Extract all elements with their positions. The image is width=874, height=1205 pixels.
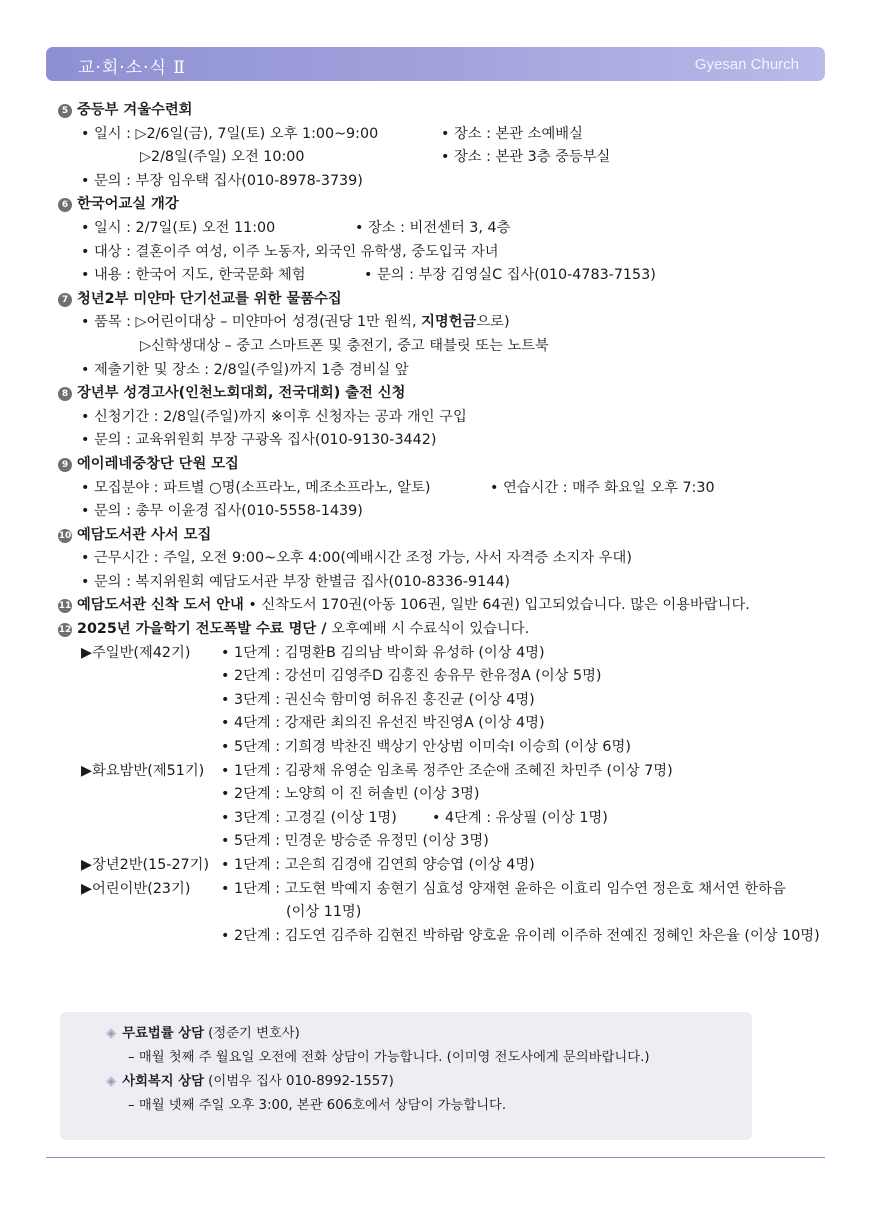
- stage-line: • 2단계 : 김도연 김주하 김현진 박하람 양호윤 유이레 이주하 전예진 정혜인 차은율 (이상 10명): [221, 925, 820, 949]
- s12-group-row: [58, 878, 863, 902]
- number-badge: 6: [58, 198, 72, 212]
- number-badge: 11: [58, 601, 72, 612]
- s12-group-row: [58, 925, 863, 949]
- stage-line: • 5단계 : 기희경 박찬진 백상기 안상범 이미숙I 이승희 (이상 6명): [221, 736, 631, 760]
- header-title: 교·회·소·식 Ⅱ: [78, 58, 186, 78]
- stage-line: • 3단계 : 권신숙 함미영 허유진 홍진균 (이상 4명): [221, 689, 535, 713]
- stage-line: • 1단계 : 고도현 박예지 송현기 심효성 양재현 윤하은 이효리 임수연 정은호 채서연 한하음: [221, 878, 786, 902]
- s12-group-row: [58, 712, 863, 736]
- s12-group-row: [58, 854, 863, 878]
- section-title-text: 장년부 성경고사(인천노회대회, 전국대회) 출전 신청: [77, 385, 406, 402]
- number-badge: 8: [58, 387, 72, 401]
- s11-text: • 신착도서 170권(아동 106권, 일반 64권) 입고되었습니다. 많은 이용바랍니다.: [248, 597, 749, 613]
- stage-line: • 5단계 : 민경운 방승준 유정민 (이상 3명): [221, 830, 489, 854]
- s6-date-row: [58, 217, 863, 241]
- section-header: [46, 47, 825, 81]
- section-10-title: [58, 524, 863, 548]
- group-label: ▶장년2반(15-27기): [81, 857, 210, 873]
- group-label: ▶주일반(제42기): [81, 644, 191, 661]
- section-title-text: 2025년 가을학기 전도폭발 수료 명단 /: [77, 621, 332, 638]
- welfare-consult-who: (이범우 집사 010-8992-1557): [203, 1074, 394, 1089]
- number-badge: 12: [58, 625, 72, 636]
- s5-date-row: [58, 123, 863, 147]
- group-label: ▶화요밤반(제51기): [81, 762, 205, 779]
- s12-group-row: [58, 830, 863, 854]
- section-5-title: [58, 99, 863, 123]
- law-consult-title-row: [106, 1022, 300, 1045]
- consultation-box: [60, 1012, 752, 1140]
- s6-content-row: [58, 264, 863, 288]
- s5-date2-row: [58, 146, 863, 170]
- s7-items-post: 으로): [476, 314, 510, 331]
- stage-line: • 3단계 : 고경길 (이상 1명): [221, 807, 397, 831]
- welfare-consult-title-row: [106, 1070, 394, 1093]
- s10-contact: • 문의 : 복지위원회 예담도서관 부장 한별금 집사(010-8336-9144): [58, 571, 863, 595]
- number-badge: 5: [58, 104, 72, 118]
- welfare-consult-text: – 매월 넷째 주일 오후 3:00, 본관 606호에서 상담이 가능합니다.: [128, 1098, 507, 1113]
- s7-items-bold: 지명헌금: [421, 314, 477, 331]
- s9-field: • 모집분야 : 파트별 ○명(소프라노, 메조소프라노, 알토): [81, 480, 430, 496]
- s6-date: • 일시 : 2/7일(토) 오전 11:00: [81, 220, 275, 236]
- section-title-text: 중등부 겨울수련회: [77, 102, 193, 118]
- announcement-list: [58, 99, 863, 948]
- number-badge: 9: [58, 458, 72, 472]
- s5-place1: • 장소 : 본관 소예배실: [441, 123, 583, 147]
- s6-target: • 대상 : 결혼이주 여성, 이주 노동자, 외국인 유학생, 중도입국 자녀: [58, 241, 863, 265]
- section-11-row: [58, 594, 863, 618]
- s12-group-row: [58, 736, 863, 760]
- section-9-title: [58, 453, 863, 477]
- s12-group-row: [58, 642, 863, 666]
- s5-date1: ▷2/6일(금), 7일(토) 오후 1:00~9:00: [135, 125, 379, 142]
- section-title-text: 청년2부 미얀마 단기선교를 위한 물품수집: [77, 290, 342, 307]
- s7-items2: ▷신학생대상 – 중고 스마트폰 및 충전기, 중고 태블릿 또는 노트북: [140, 337, 549, 354]
- stage-line: • 4단계 : 유상필 (이상 1명): [432, 807, 608, 831]
- stage-line: • 1단계 : 고은희 김경애 김연희 양승엽 (이상 4명): [221, 854, 535, 878]
- s7-items-row: [58, 311, 863, 335]
- s8-period: • 신청기간 : 2/8일(주일)까지 ※이후 신청자는 공과 개인 구입: [58, 406, 863, 430]
- s12-group-row: [58, 807, 863, 831]
- number-badge: 7: [58, 293, 72, 307]
- law-consult-text: – 매월 첫째 주 월요일 오전에 전화 상담이 가능합니다. (이미영 전도사에게 문의바랍니다.): [128, 1050, 650, 1065]
- section-8-title: [58, 382, 863, 406]
- s6-contact: • 문의 : 부장 김영실C 집사(010-4783-7153): [364, 264, 656, 288]
- s5-date-label: • 일시 :: [81, 126, 136, 142]
- s7-deadline: • 제출기한 및 장소 : 2/8일(주일)까지 1층 경비실 앞: [58, 359, 863, 383]
- section-12-title: [58, 618, 863, 642]
- s12-subtitle: 오후예배 시 수료식이 있습니다.: [331, 621, 530, 638]
- section-title-text: 예담도서관 사서 모집: [77, 526, 212, 543]
- group-label: ▶어린이반(23기): [81, 880, 191, 897]
- s5-contact: • 문의 : 부장 임우택 집사(010-8978-3739): [58, 170, 863, 194]
- s12-group-row: [58, 901, 863, 925]
- section-7-title: [58, 288, 863, 312]
- stage-line: • 4단계 : 강재란 최의진 유선진 박진영A (이상 4명): [221, 712, 545, 736]
- s5-place2: • 장소 : 본관 3층 중등부실: [441, 146, 610, 170]
- s8-contact: • 문의 : 교육위원회 부장 구광옥 집사(010-9130-3442): [58, 429, 863, 453]
- s12-group-row: [58, 783, 863, 807]
- law-consult-title: 무료법률 상담: [122, 1026, 204, 1041]
- s9-contact: • 문의 : 총무 이윤경 집사(010-5558-1439): [58, 500, 863, 524]
- s12-group-row: [58, 760, 863, 784]
- diamond-icon: ◈: [106, 1074, 117, 1089]
- s6-place: • 장소 : 비전센터 3, 4층: [355, 217, 510, 241]
- section-title-text: 에이레네중창단 단원 모집: [77, 455, 239, 472]
- stage-line: • 1단계 : 김광채 유영순 임초록 정주안 조순애 조혜진 차민주 (이상 7명): [221, 760, 673, 784]
- welfare-consult-title: 사회복지 상담: [122, 1074, 204, 1089]
- s9-field-row: [58, 477, 863, 501]
- s12-group-row: [58, 665, 863, 689]
- number-badge: 10: [58, 530, 72, 541]
- stage-line: • 2단계 : 노양희 이 진 허솔빈 (이상 3명): [221, 783, 480, 807]
- stage-line-continued: (이상 11명): [286, 904, 362, 921]
- s10-hours: • 근무시간 : 주일, 오전 9:00~오후 4:00(예배시간 조정 가능, 사서 자격증 소지자 우대): [58, 547, 863, 571]
- s9-practice: • 연습시간 : 매주 화요일 오후 7:30: [490, 477, 715, 501]
- section-title-text: 한국어교실 개강: [77, 196, 179, 213]
- s12-group-row: [58, 689, 863, 713]
- s5-date2: ▷2/8일(주일) 오전 10:00: [140, 149, 305, 166]
- church-name: Gyesan Church: [694, 56, 799, 73]
- s6-content: • 내용 : 한국어 지도, 한국문화 체험: [81, 267, 306, 283]
- section-title-text: 예담도서관 신착 도서 안내: [77, 597, 244, 614]
- stage-line: • 1단계 : 김명환B 김의남 박이화 유성하 (이상 4명): [221, 642, 545, 666]
- s7-items-pre: • 품목 : ▷어린이대상 – 미얀마어 성경(권당 1만 원씩,: [81, 314, 421, 330]
- stage-line: • 2단계 : 강선미 김영주D 김홍진 송유무 한유정A (이상 5명): [221, 665, 602, 689]
- section-6-title: [58, 193, 863, 217]
- law-consult-who: (정준기 변호사): [203, 1026, 300, 1041]
- bottom-divider: [46, 1157, 825, 1158]
- diamond-icon: ◈: [106, 1026, 117, 1041]
